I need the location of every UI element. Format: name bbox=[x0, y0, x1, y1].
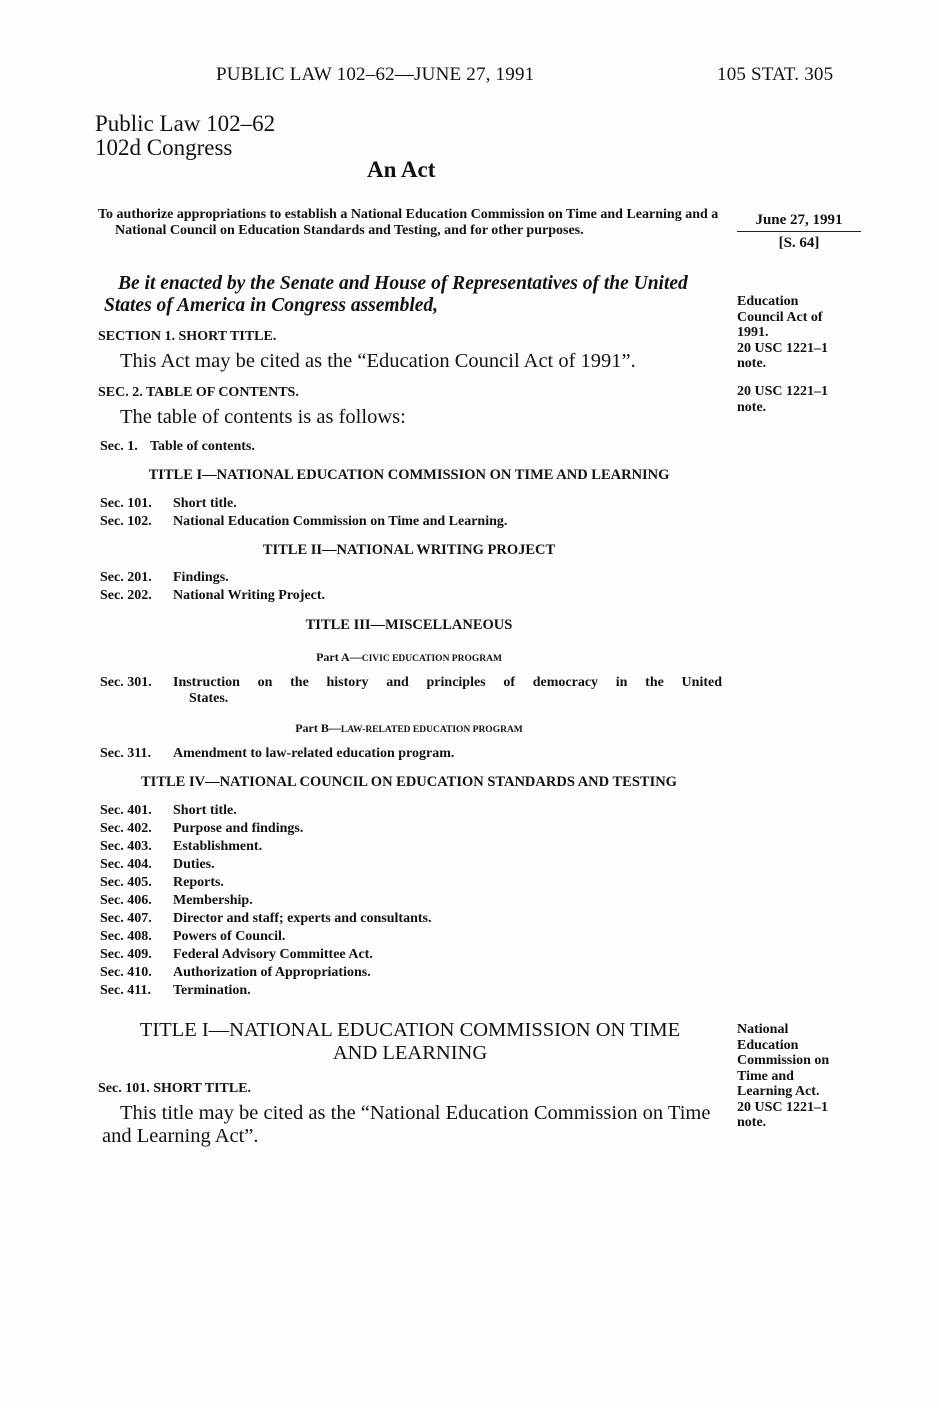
toc-row bbox=[100, 946, 431, 964]
toc-sec-title: Purpose and findings. bbox=[173, 821, 304, 836]
toc-sec-num: Sec. 102. bbox=[100, 514, 152, 529]
sidenote-line: 20 USC 1221–1 bbox=[737, 1099, 829, 1115]
toc-sec-num: Sec. 408. bbox=[100, 929, 152, 944]
congress-label: 102d Congress bbox=[95, 135, 233, 160]
sidenote-line: Council Act of bbox=[737, 309, 823, 325]
toc-sec-num: Sec. 101. bbox=[100, 496, 152, 511]
toc-sec-title: Amendment to law-related education program. bbox=[173, 746, 455, 761]
toc-row bbox=[100, 802, 431, 820]
toc-row bbox=[100, 745, 454, 763]
toc-sec-num: Sec. 406. bbox=[100, 893, 152, 908]
toc-row bbox=[100, 495, 507, 513]
toc-title-2: TITLE II—NATIONAL WRITING PROJECT bbox=[262, 542, 556, 558]
act-purpose: To authorize appropriations to establish a National Education Commission on Time and Learning and a National Council on Education Standards and Testing, and for other purposes. bbox=[98, 207, 719, 238]
section-1-heading: SECTION 1. SHORT TITLE. bbox=[98, 329, 277, 344]
sidenote-line: Commission on bbox=[737, 1053, 830, 1068]
toc-sec-num: Sec. 409. bbox=[100, 947, 152, 962]
toc-sec-num: Sec. 404. bbox=[100, 857, 152, 872]
toc-sec-title: Membership. bbox=[173, 893, 253, 908]
toc-sec-num: Sec. 411. bbox=[100, 983, 151, 998]
section-101-heading: Sec. 101. SHORT TITLE. bbox=[98, 1081, 252, 1096]
toc-row bbox=[100, 874, 431, 892]
toc-title-1-list bbox=[100, 495, 507, 531]
toc-row bbox=[100, 587, 325, 605]
part-label: Part B— bbox=[295, 721, 341, 735]
enactment-date-note bbox=[737, 212, 861, 252]
toc-title-3: TITLE III—MISCELLANEOUS bbox=[305, 617, 513, 633]
toc-part-a-list bbox=[100, 674, 722, 706]
public-law-number: Public Law 102–62 bbox=[95, 111, 276, 136]
toc-row bbox=[100, 856, 431, 874]
toc-sec-num: Sec. 401. bbox=[100, 803, 152, 818]
toc-sec-title: Instruction on the history and principles of democracy in the United bbox=[173, 675, 722, 690]
toc-sec-num: Sec. 202. bbox=[100, 588, 152, 603]
toc-sec-title: Reports. bbox=[173, 875, 224, 890]
toc-sec-title: Short title. bbox=[173, 803, 237, 818]
part-title: CIVIC EDUCATION PROGRAM bbox=[361, 654, 502, 664]
toc-sec-title: Short title. bbox=[173, 496, 237, 511]
toc-row bbox=[100, 674, 722, 692]
sidenote-line: Education bbox=[737, 294, 799, 309]
toc-row bbox=[100, 982, 431, 1000]
running-title: PUBLIC LAW 102–62—JUNE 27, 1991 bbox=[216, 64, 535, 85]
toc-title-4-list bbox=[100, 802, 431, 1000]
toc-sec-title-continued: States. bbox=[189, 691, 229, 706]
section-2-heading: SEC. 2. TABLE OF CONTENTS. bbox=[98, 385, 299, 400]
toc-sec-num: Sec. 201. bbox=[100, 570, 152, 585]
toc-sec-title: Director and staff; experts and consultants. bbox=[173, 911, 432, 926]
toc-part-b-list bbox=[100, 745, 454, 763]
toc-part-b bbox=[98, 721, 720, 736]
toc-sec-num: Sec. 407. bbox=[100, 911, 152, 926]
toc-sec-title: National Education Commission on Time and Learning. bbox=[173, 514, 508, 529]
toc-sec-num: Sec. 311. bbox=[100, 746, 151, 761]
part-label: Part A— bbox=[316, 650, 362, 664]
toc-row bbox=[100, 910, 431, 928]
sidenote-line: National bbox=[737, 1022, 789, 1037]
title-1-heading-line: TITLE I—NATIONAL EDUCATION COMMISSION ON TIME bbox=[139, 1019, 681, 1041]
title-1-sidenote bbox=[737, 1022, 829, 1131]
toc-sec-num: Sec. 403. bbox=[100, 839, 152, 854]
toc-sec-title: Federal Advisory Committee Act. bbox=[173, 947, 373, 962]
toc-row bbox=[100, 928, 431, 946]
toc-row bbox=[100, 820, 431, 838]
toc-sec-title: Termination. bbox=[173, 983, 251, 998]
toc-sec-title: Establishment. bbox=[173, 839, 263, 854]
toc-sec-num: Sec. 405. bbox=[100, 875, 152, 890]
sidenote-line: 20 USC 1221–1 bbox=[737, 340, 829, 356]
bill-number: [S. 64] bbox=[778, 235, 820, 251]
toc-part-a bbox=[98, 650, 720, 665]
short-title-sidenote bbox=[737, 294, 828, 372]
toc-sec-title: Duties. bbox=[173, 857, 215, 872]
toc-sec-title: Findings. bbox=[173, 570, 229, 585]
toc-sec-num: Sec. 1. bbox=[100, 439, 138, 454]
toc-row bbox=[100, 569, 325, 587]
toc-row bbox=[100, 838, 431, 856]
enacting-clause: Be it enacted by the Senate and House of Representatives of the United States of America in Congress assembled, bbox=[104, 273, 688, 316]
toc-sec-title: Table of contents. bbox=[150, 439, 255, 454]
act-label: An Act bbox=[367, 157, 436, 182]
toc-row bbox=[100, 438, 255, 456]
toc-sec-num: Sec. 301. bbox=[100, 675, 152, 690]
toc-sec-title: Authorization of Appropriations. bbox=[173, 965, 371, 980]
toc-sec-num: Sec. 402. bbox=[100, 821, 152, 836]
sidenote-line: Learning Act. bbox=[737, 1084, 820, 1099]
statute-reference: 105 STAT. 305 bbox=[717, 64, 834, 85]
toc-sidenote bbox=[737, 384, 828, 415]
toc-row bbox=[100, 964, 431, 982]
title-1-heading bbox=[98, 1019, 722, 1065]
toc-sec-title: Powers of Council. bbox=[173, 929, 286, 944]
toc-row bbox=[100, 513, 507, 531]
sidenote-line: note. bbox=[737, 1115, 767, 1130]
toc-row bbox=[100, 892, 431, 910]
section-2-text: The table of contents is as follows: bbox=[120, 406, 406, 428]
toc-title-2-list bbox=[100, 569, 325, 605]
toc-sec-title: National Writing Project. bbox=[173, 588, 326, 603]
title-1-heading-line: AND LEARNING bbox=[332, 1042, 488, 1064]
toc-title-4: TITLE IV—NATIONAL COUNCIL ON EDUCATION STANDARDS AND TESTING bbox=[141, 774, 677, 790]
sidenote-line: Time and bbox=[737, 1068, 794, 1084]
section-1-text: This Act may be cited as the “Education Council Act of 1991”. bbox=[120, 350, 636, 372]
sidenote-line: note. bbox=[737, 356, 767, 371]
sidenote-line: 1991. bbox=[737, 325, 769, 340]
sidenote-line: Education bbox=[737, 1037, 799, 1053]
toc-sec-num: Sec. 410. bbox=[100, 965, 152, 980]
sidenote-line: 20 USC 1221–1 bbox=[737, 384, 829, 399]
part-title: LAW-RELATED EDUCATION PROGRAM bbox=[340, 725, 523, 735]
sidenote-line: note. bbox=[737, 399, 767, 415]
section-101-text: This title may be cited as the “National Education Commission on Time and Learning Act”. bbox=[102, 1102, 711, 1147]
toc-title-1: TITLE I—NATIONAL EDUCATION COMMISSION ON TIME AND LEARNING bbox=[148, 467, 670, 483]
enactment-date: June 27, 1991 bbox=[737, 212, 861, 232]
